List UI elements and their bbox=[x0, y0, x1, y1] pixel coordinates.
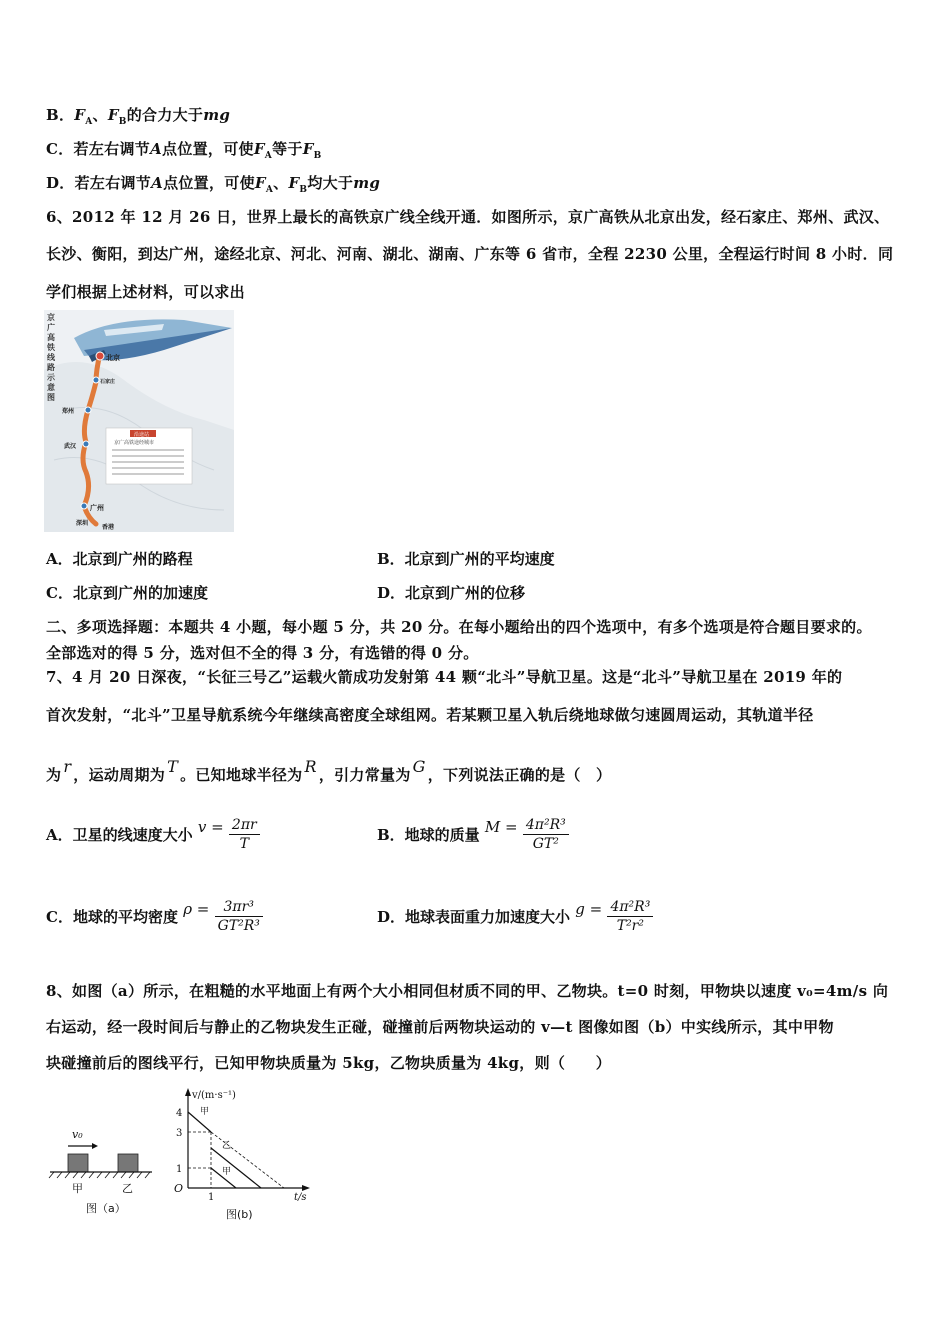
label-jia: 甲 bbox=[72, 1182, 83, 1195]
svg-text:高: 高 bbox=[47, 333, 55, 342]
y-tick-1: 1 bbox=[176, 1164, 183, 1175]
map-side-title-text: 京广高铁线路示意图 bbox=[44, 310, 53, 311]
city-wuhan: 武汉 bbox=[64, 443, 77, 450]
q5-option-b: B．$F_A$、$F_B$的合力大于mg bbox=[46, 106, 231, 127]
section2-header-line2: 全部选对的得 5 分，选对但不全的得 3 分，有选错的得 0 分。 bbox=[46, 644, 479, 662]
q6-stem-line2: 长沙、衡阳，到达广州，途经北京、河北、河南、湖北、湖南、广东等 6 省市，全程 2230 公里，全程运行时间 8 小时．同 bbox=[46, 245, 894, 263]
label-jia-before: 甲 bbox=[200, 1107, 210, 1117]
q7-option-a: A．卫星的线速度大小 v = $\frac{2\pi r}{T}$ bbox=[46, 816, 260, 853]
svg-text:示: 示 bbox=[47, 373, 55, 382]
q5-option-c: C．若左右调节A点位置，可使$F_A$等于$F_B$ bbox=[46, 140, 322, 161]
q7-stem-line3: 为 r ，运动周期为 T 。已知地球半径为 R ，引力常量为 G ，下列说法正确的是（ ） bbox=[46, 757, 612, 784]
y-tick-4: 4 bbox=[176, 1108, 183, 1119]
svg-text:京: 京 bbox=[47, 313, 55, 322]
x-tick-1: 1 bbox=[208, 1192, 215, 1203]
svg-text:京广高铁途经城市: 京广高铁途经城市 bbox=[114, 440, 155, 446]
q8-stem-line1: 8、如图（a）所示，在粗糙的水平地面上有两个大小相同但材质不同的甲、乙物块。t=0 时刻，甲物块以速度 v₀=4m/s 向 bbox=[46, 982, 889, 1000]
q7-option-c: C．地球的平均密度 ρ = $\frac{\text{3πr³}}{\text{GT²R³}}$ bbox=[46, 898, 263, 935]
svg-text:意: 意 bbox=[47, 383, 55, 392]
label-yi-after: 乙 bbox=[222, 1141, 232, 1151]
svg-text:铁: 铁 bbox=[47, 343, 55, 352]
svg-text:图: 图 bbox=[47, 393, 55, 402]
y-axis bbox=[185, 1088, 191, 1188]
figure-a-caption: 图（a） bbox=[86, 1202, 126, 1215]
q7-stem-line2: 首次发射，“北斗”卫星导航系统今年继续高密度全球组网。若某颗卫星入轨后绕地球做匀速圆周运动，其轨道半径 bbox=[46, 706, 814, 724]
q8-stem-line2: 右运动，经一段时间后与静止的乙物块发生正碰，碰撞前后两物块运动的 v—t 图像如图（b）中实线所示，其中甲物 bbox=[46, 1018, 834, 1036]
city-shijiazhuang: 石家庄 bbox=[100, 379, 116, 385]
q6-stem-line3: 学们根据上述材料，可以求出 bbox=[46, 283, 245, 301]
svg-text:线: 线 bbox=[47, 353, 55, 362]
map-side-title bbox=[46, 312, 56, 402]
y-axis-label: v/(m·s⁻¹) bbox=[192, 1090, 236, 1101]
q7-option-d: D．地球表面重力加速度大小 g = $\frac{\text{4π²R³}}{\text{T²r²}}$ bbox=[377, 898, 653, 935]
velocity-arrow-icon bbox=[68, 1143, 98, 1149]
q7-stem-line1: 7、4 月 20 日深夜，“长征三号乙”运载火箭成功发射第 44 颗“北斗”导航卫星。这是“北斗”导航卫星在 2019 年的 bbox=[46, 668, 843, 686]
q6-option-c: C．北京到广州的加速度 bbox=[46, 584, 208, 602]
block-yi bbox=[118, 1154, 138, 1172]
q6-stem-line1: 6、2012 年 12 月 26 日，世界上最长的高铁京广线全线开通．如图所示，京广高铁从北京出发，经石家庄、郑州、武汉、 bbox=[46, 208, 890, 226]
city-zhengzhou: 郑州 bbox=[62, 408, 75, 415]
q7-option-b: B．地球的质量 M = $\frac{\text{4π²R³}}{\text{GT²}}$ bbox=[377, 816, 569, 853]
q6-option-d: D．北京到广州的位移 bbox=[377, 584, 526, 602]
origin-label: O bbox=[174, 1182, 184, 1195]
city-hongkong: 香港 bbox=[102, 524, 115, 531]
svg-text:广: 广 bbox=[47, 323, 55, 332]
q6-option-b: B．北京到广州的平均速度 bbox=[377, 550, 555, 568]
q5-option-d: D．若左右调节A点位置，可使$F_A$、$F_B$均大于mg bbox=[46, 174, 381, 195]
label-jia-after: 甲 bbox=[222, 1167, 232, 1177]
q8-stem-line3: 块碰撞前后的图线平行，已知甲物块质量为 5kg，乙物块质量为 4kg，则（ ） bbox=[46, 1054, 612, 1072]
figure-b-caption: 图(b) bbox=[226, 1208, 253, 1221]
v0-label: v₀ bbox=[72, 1128, 83, 1141]
x-axis bbox=[188, 1185, 310, 1191]
map-info-box bbox=[106, 428, 192, 484]
label-yi: 乙 bbox=[122, 1182, 133, 1195]
svg-text:路: 路 bbox=[47, 363, 55, 372]
q6-option-a: A．北京到广州的路程 bbox=[46, 550, 193, 568]
yi-after-collision-line bbox=[211, 1148, 261, 1188]
block-jia bbox=[68, 1154, 88, 1172]
city-shenzhen: 深圳 bbox=[76, 520, 89, 527]
city-guangzhou: 广州 bbox=[90, 504, 104, 512]
q8-figure-b bbox=[166, 1084, 316, 1224]
section2-header-line1: 二、多项选择题：本题共 4 小题，每小题 5 分，共 20 分。在每小题给出的四个选项中，有多个选项是符合题目要求的。 bbox=[46, 618, 872, 636]
y-tick-3: 3 bbox=[176, 1128, 183, 1139]
city-beijing: 北京 bbox=[106, 354, 120, 362]
svg-text:沿途站: 沿途站 bbox=[134, 432, 150, 438]
q6-railway-map-figure bbox=[44, 310, 234, 532]
x-axis-label: t/s bbox=[294, 1192, 307, 1203]
q8-figure-a bbox=[46, 1120, 156, 1220]
